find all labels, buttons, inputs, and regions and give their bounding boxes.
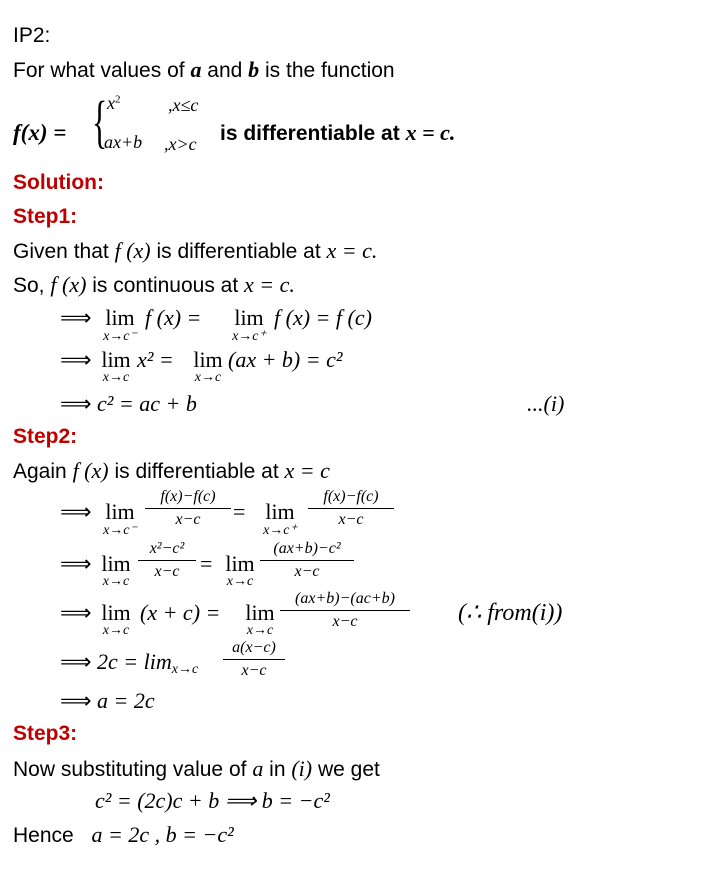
hence-line: Hence a = 2c , b = −c² xyxy=(13,822,234,847)
eq2-lim-left: lim x→c xyxy=(101,347,131,385)
eq7-frac: a(x−c) x−c xyxy=(223,639,285,680)
eq6-middle: (x + c) = xyxy=(140,600,221,625)
eq5-frac-right: (ax+b)−c² x−c xyxy=(260,540,354,581)
var-b: b xyxy=(248,57,260,82)
eq4-arrow: ⟹ xyxy=(60,499,92,524)
step2-line1: Again f (x) is differentiable at x = c xyxy=(13,458,330,483)
eq8-arrow: ⟹ xyxy=(60,688,92,713)
eq1-lim-right: lim x→c⁺ xyxy=(232,305,266,344)
step1-line2: So, f (x) is continuous at x = c. xyxy=(13,272,295,297)
step1-label: Step1: xyxy=(13,205,78,228)
eq4-frac-left: f(x)−f(c) x−c xyxy=(145,488,231,529)
eq6-frac: (ax+b)−(ac+b) x−c xyxy=(280,590,410,631)
eq1-middle: f (x) = xyxy=(145,305,202,330)
eq5-frac-left: x²−c² x−c xyxy=(138,540,196,581)
solution-label: Solution: xyxy=(13,171,104,194)
eq6-lim-left: lim x→c xyxy=(101,600,131,638)
case-2-condition: ,x>c xyxy=(164,134,197,154)
step2-label: Step2: xyxy=(13,425,78,448)
eq2-middle: x² = xyxy=(137,347,174,372)
eq2-arrow: ⟹ xyxy=(60,347,92,372)
eq6-arrow: ⟹ xyxy=(60,600,92,625)
step1-line1: Given that f (x) is differentiable at x = c. xyxy=(13,238,378,263)
question-and: and xyxy=(207,59,243,82)
eq9-content: c² = (2c)c + b ⟹ b = −c² xyxy=(95,788,330,813)
problem-id: IP2: xyxy=(13,24,51,47)
case-1-condition: ,x≤c xyxy=(168,95,199,115)
eq1-right: f (x) = f (c) xyxy=(274,305,372,330)
eq3-arrow: ⟹ xyxy=(60,391,92,416)
function-lhs: f(x) = xyxy=(13,120,67,145)
function-tail: is differentiable at x = c. xyxy=(220,120,456,145)
eq4-lim-left: lim x→c⁻ xyxy=(103,499,137,538)
eq2-right: (ax + b) = c² xyxy=(228,347,343,372)
eq2-lim-right: lim x→c xyxy=(193,347,223,385)
eq5-lim-right: lim x→c xyxy=(225,551,255,589)
step3-label: Step3: xyxy=(13,722,78,745)
case-1: $x^2$ xyxy=(107,93,121,113)
eq4-lim-right: lim x→c⁺ xyxy=(263,499,297,538)
eq3-tag: ...(i) xyxy=(527,391,565,416)
question-prefix: For what values of xyxy=(13,59,185,82)
case-2: ax+b xyxy=(104,132,143,152)
eq7-arrow: ⟹ xyxy=(60,649,92,674)
var-a: a xyxy=(190,57,202,82)
eq5-lim-left: lim x→c xyxy=(101,551,131,589)
eq3-content: c² = ac + b xyxy=(97,391,197,416)
eq7-left: $2c = \lim_{x\to c}$ xyxy=(97,649,199,678)
eq4-equals: = xyxy=(233,499,246,524)
eq1-lim-left: lim x→c⁻ xyxy=(103,305,137,344)
eq1-arrow: ⟹ xyxy=(60,305,92,330)
eq5-arrow: ⟹ xyxy=(60,551,92,576)
eq6-note: (∴ from(i)) xyxy=(458,600,563,626)
question-suffix: is the function xyxy=(265,59,395,82)
question-text xyxy=(13,57,395,83)
step3-line1: Now substituting value of a in (i) we get xyxy=(13,756,380,781)
eq4-frac-right: f(x)−f(c) x−c xyxy=(308,488,394,529)
cases-brace: { xyxy=(92,89,108,154)
eq5-equals: = xyxy=(200,551,213,576)
eq6-lim-right: lim x→c xyxy=(245,600,275,638)
eq8-content: a = 2c xyxy=(97,688,155,713)
